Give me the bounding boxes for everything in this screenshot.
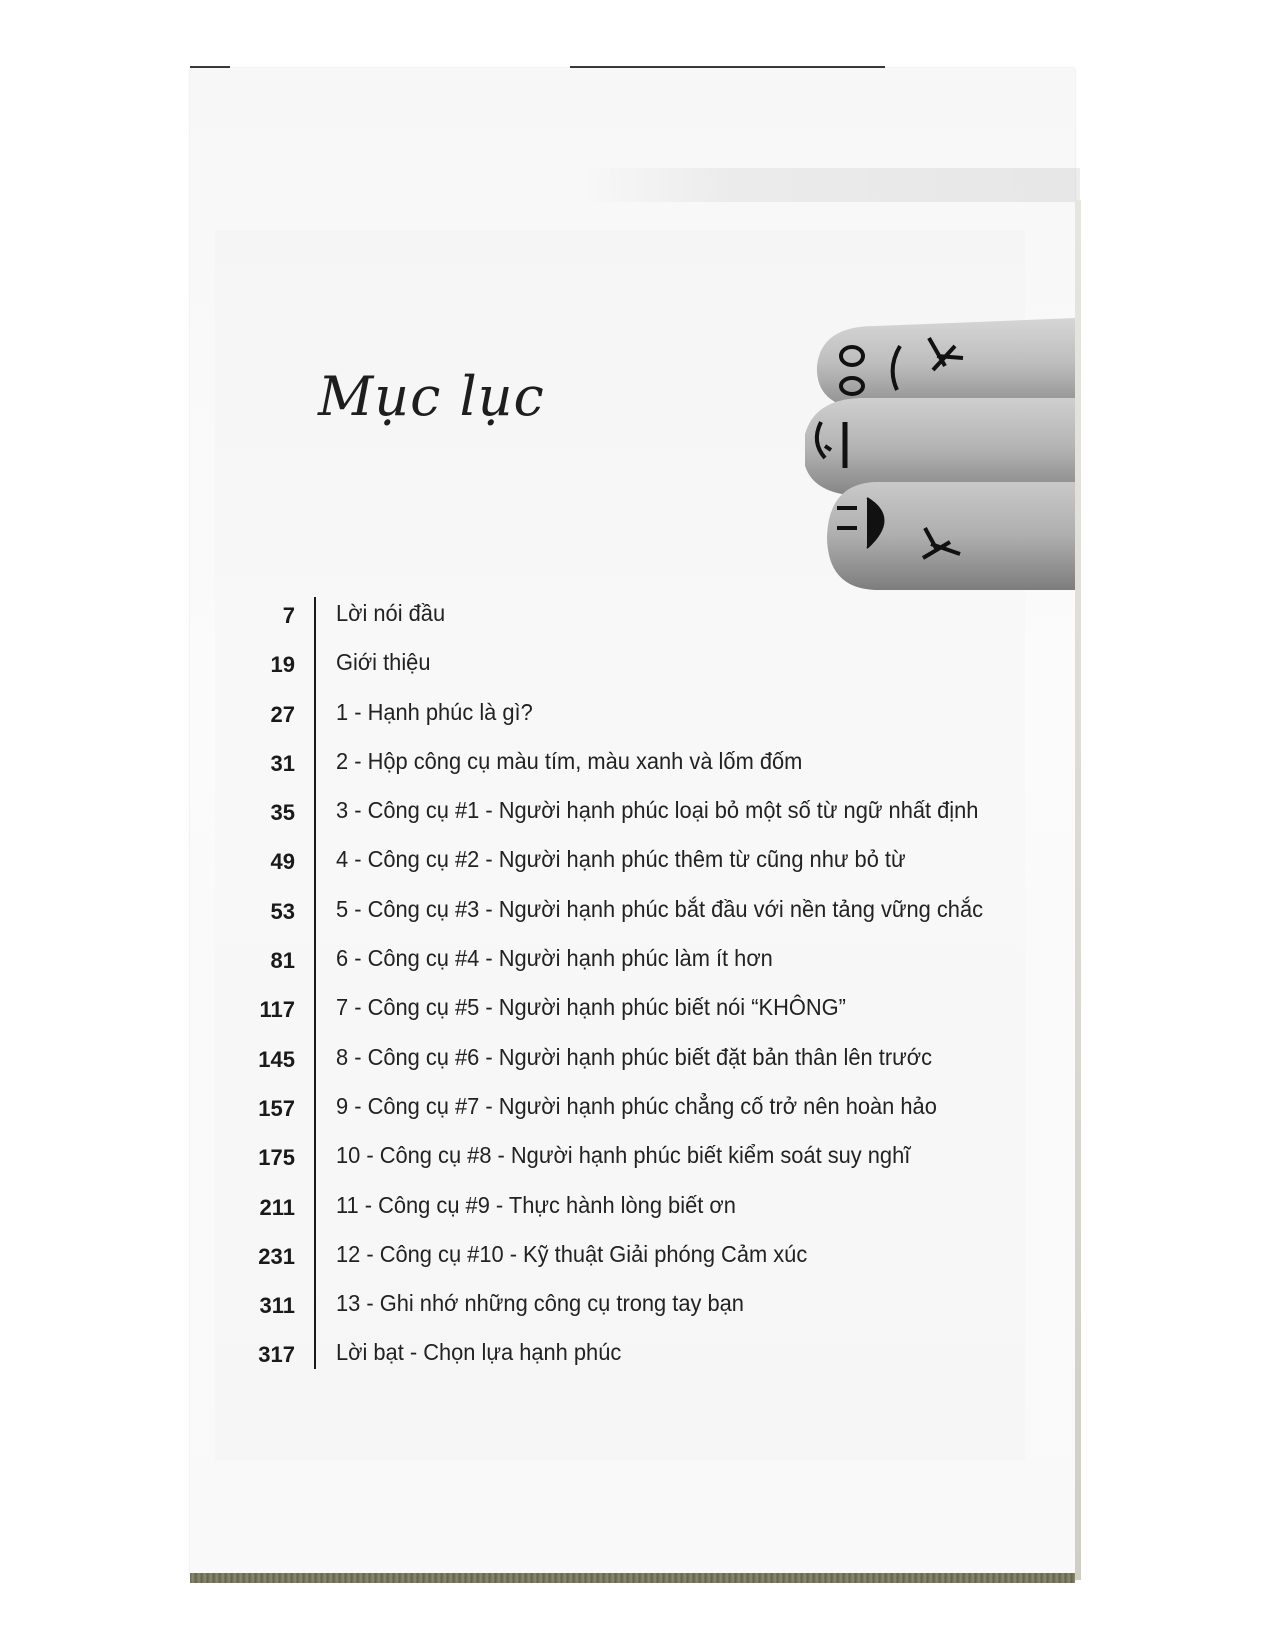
toc-entry-title: 9 - Công cụ #7 - Người hạnh phúc chẳng cố trở nên hoàn hảo <box>336 1092 937 1119</box>
toc-entry <box>250 843 1050 892</box>
toc-entry-title: Lời nói đầu <box>336 600 446 626</box>
toc-entry <box>250 893 1050 942</box>
toc-entry-title: 3 - Công cụ #1 - Người hạnh phúc loại bỏ một số từ ngữ nhất định <box>336 797 979 824</box>
toc-entry-title: 4 - Công cụ #2 - Người hạnh phúc thêm từ cũng như bỏ từ <box>336 846 906 873</box>
toc-page-number: 27 <box>270 701 295 727</box>
toc-entry-title: Lời bạt - Chọn lựa hạnh phúc <box>336 1339 622 1366</box>
toc-entry <box>250 597 1050 646</box>
toc-entry <box>250 942 1050 991</box>
toc-page-number: 317 <box>258 1342 295 1368</box>
toc-entry-title: 11 - Công cụ #9 - Thực hành lòng biết ơn <box>336 1191 736 1218</box>
toc-entry <box>250 991 1050 1040</box>
toc-entry <box>250 794 1050 843</box>
toc-page-number: 211 <box>259 1194 295 1220</box>
toc-entry-title: 1 - Hạnh phúc là gì? <box>336 698 533 725</box>
toc-entry-title: 8 - Công cụ #6 - Người hạnh phúc biết đặt bản thân lên trước <box>336 1043 933 1070</box>
toc-entry <box>250 1090 1050 1139</box>
toc-page-number: 175 <box>258 1145 295 1171</box>
toc-entry <box>250 1189 1050 1238</box>
toc-entry <box>250 1287 1050 1336</box>
toc-entry-title: 7 - Công cụ #5 - Người hạnh phúc biết nói “KHÔNG” <box>336 994 846 1021</box>
toc-page-number: 49 <box>270 849 295 875</box>
toc-entry-title: 12 - Công cụ #10 - Kỹ thuật Giải phóng Cảm xúc <box>336 1240 808 1267</box>
toc-entry-title: 10 - Công cụ #8 - Người hạnh phúc biết kiểm soát suy nghĩ <box>336 1142 911 1169</box>
toc-entry <box>250 1238 1050 1287</box>
toc-page-number: 35 <box>270 800 295 826</box>
page-bottom-edge <box>190 1573 1075 1583</box>
toc-page-number: 311 <box>259 1293 295 1319</box>
toc-page-number: 53 <box>270 898 295 924</box>
finger-bottom <box>827 482 1075 590</box>
toc-page-number: 81 <box>270 948 295 974</box>
toc-entry-title: 5 - Công cụ #3 - Người hạnh phúc bắt đầu với nền tảng vững chắc <box>336 895 984 922</box>
toc-entry-title: 13 - Ghi nhớ những công cụ trong tay bạn <box>336 1290 744 1317</box>
toc-page-number: 145 <box>258 1046 295 1072</box>
page-right-edge <box>1075 200 1081 1580</box>
bleed-through-header <box>580 168 1080 202</box>
toc-page-number: 19 <box>270 652 295 678</box>
toc-page-number: 31 <box>270 750 295 776</box>
toc-entry-title: Giới thiệu <box>336 649 431 676</box>
table-of-contents <box>250 597 1050 1386</box>
page-title: Mục lục <box>318 365 545 428</box>
toc-entry <box>250 1041 1050 1090</box>
toc-entry-title: 6 - Công cụ #4 - Người hạnh phúc làm ít hơn <box>336 945 773 972</box>
smiley-fingers-illustration <box>805 318 1075 618</box>
toc-page-number: 117 <box>259 997 295 1023</box>
toc-entry-title: 2 - Hộp công cụ màu tím, màu xanh và lốm đốm <box>336 747 803 774</box>
toc-page-number: 7 <box>282 603 295 628</box>
toc-page-number: 231 <box>258 1243 295 1269</box>
toc-entry <box>250 696 1050 745</box>
toc-entry <box>250 745 1050 794</box>
toc-entry <box>250 646 1050 695</box>
toc-page-number: 157 <box>258 1095 295 1121</box>
toc-entry <box>250 1139 1050 1188</box>
toc-entry <box>250 1336 1050 1385</box>
